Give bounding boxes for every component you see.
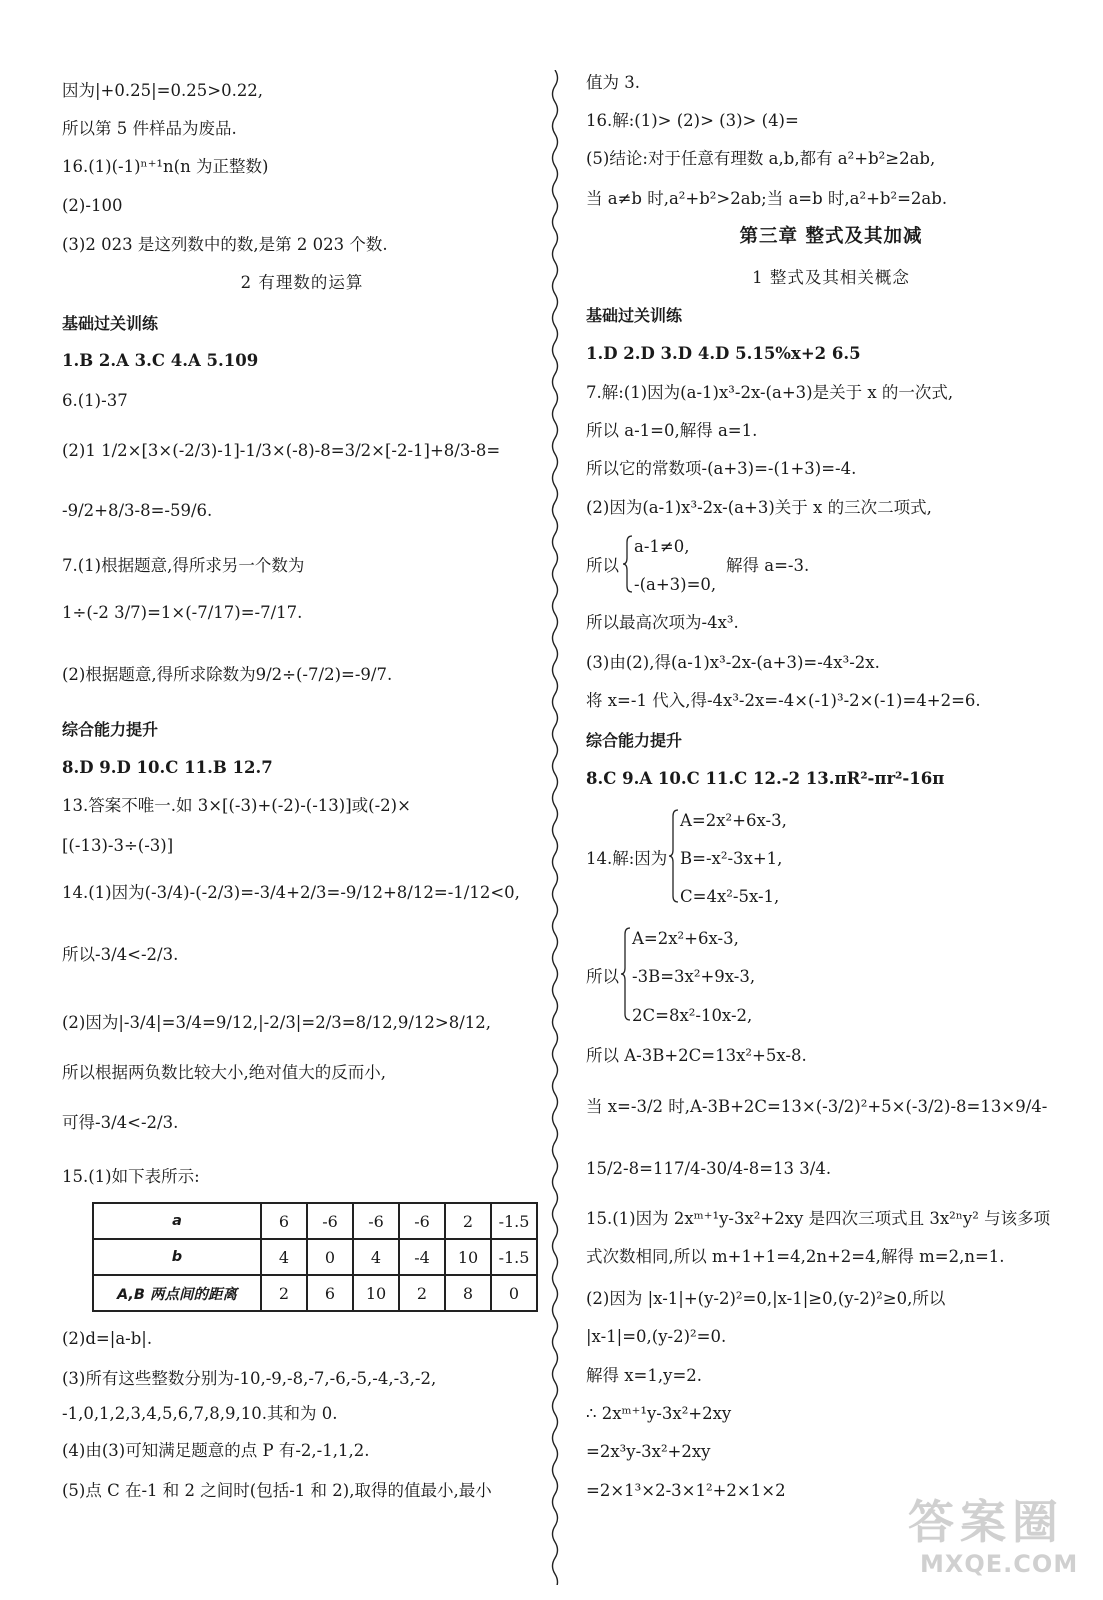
table-row	[93, 1239, 537, 1275]
section-title: 2 有理数的运算	[240, 273, 364, 292]
math-line: 14.(1)因为(-3/4)-(-2/3)=-3/4+2/3=-9/12+8/12=-1/12<0,	[62, 883, 520, 902]
table-row	[93, 1203, 537, 1239]
table-cell: 2	[399, 1275, 445, 1311]
comprehensive-heading: 综合能力提升	[62, 720, 159, 739]
text-line: 值为 3.	[586, 73, 640, 92]
brace-line: C=4x²-5x-1,	[680, 887, 780, 906]
text-line: -1,0,1,2,3,4,5,6,7,8,9,10.其和为 0.	[62, 1404, 338, 1423]
text-line: (2)d=|a-b|.	[62, 1329, 153, 1348]
table-cell: 6	[307, 1275, 353, 1311]
text-line: [(-13)-3÷(-3)]	[62, 836, 174, 855]
table-cell: 8	[445, 1275, 491, 1311]
text-line: (3)由(2),得(a-1)x³-2x-(a+3)=-4x³-2x.	[586, 653, 880, 672]
text-line: 所以它的常数项-(a+3)=-(1+3)=-4.	[586, 459, 857, 478]
math-line: (2)1 1/2×[3×(-2/3)-1]-1/3×(-8)-8=3/2×[-2-1]+8/3-8=	[62, 441, 501, 460]
text-line: (5)点 C 在-1 和 2 之间时(包括-1 和 2),取得的值最小,最小	[62, 1481, 492, 1500]
brace-line: -(a+3)=0,	[634, 575, 717, 594]
section-title: 1 整式及其相关概念	[752, 268, 910, 287]
answer-line: 8.D 9.D 10.C 11.B 12.7	[62, 758, 273, 777]
text-line: 7.解:(1)因为(a-1)x³-2x-(a+3)是关于 x 的一次式,	[586, 383, 954, 402]
text-line: (2)因为 |x-1|+(y-2)²=0,|x-1|≥0,(y-2)²≥0,所以	[586, 1289, 946, 1308]
math-line: 所以-3/4<-2/3.	[62, 945, 179, 964]
text-line: 16.(1)(-1)ⁿ⁺¹n(n 为正整数)	[62, 157, 269, 176]
text-line: 所以根据两负数比较大小,绝对值大的反而小,	[62, 1063, 386, 1082]
basic-training-heading: 基础过关训练	[586, 306, 683, 325]
answer-line: 8.C 9.A 10.C 11.C 12.-2 13.πR²-πr²-16π	[586, 769, 945, 788]
row-label: a	[93, 1203, 261, 1239]
watermark-url: MXQE.COM	[920, 1550, 1079, 1578]
table-cell: 10	[445, 1239, 491, 1275]
text-line: 所以 A-3B+2C=13x²+5x-8.	[586, 1046, 807, 1065]
text-line: 当 a≠b 时,a²+b²>2ab;当 a=b 时,a²+b²=2ab.	[586, 189, 948, 208]
table-cell: -6	[307, 1203, 353, 1239]
brace-line: B=-x²-3x+1,	[680, 849, 783, 868]
math-line: (2)因为|-3/4|=3/4=9/12,|-2/3|=2/3=8/12,9/12>8/12,	[62, 1013, 492, 1032]
brace-line: a-1≠0,	[634, 537, 690, 556]
table-cell: -6	[399, 1203, 445, 1239]
row-label: b	[93, 1239, 261, 1275]
watermark-logo	[908, 1484, 1088, 1594]
text-line: =2×1³×2-3×1²+2×1×2	[586, 1481, 786, 1500]
table-cell: 4	[261, 1239, 307, 1275]
left-brace	[622, 534, 634, 594]
text-line: 解得 x=1,y=2.	[586, 1366, 703, 1385]
text-line: 所以第 5 件样品为废品.	[62, 119, 237, 138]
text-line: 将 x=-1 代入,得-4x³-2x=-4×(-1)³-2×(-1)=4+2=6.	[586, 691, 981, 710]
distance-table	[92, 1202, 538, 1312]
brace-system-prefix: 所以	[586, 556, 619, 575]
basic-training-heading: 基础过关训练	[62, 314, 159, 333]
brace-line: 2C=8x²-10x-2,	[632, 1006, 753, 1025]
text-line: 所以 a-1=0,解得 a=1.	[586, 421, 758, 440]
answer-line: 1.D 2.D 3.D 4.D 5.15%x+2 6.5	[586, 344, 861, 363]
text-line: (4)由(3)可知满足题意的点 P 有-2,-1,1,2.	[62, 1441, 370, 1460]
text-line: (3)所有这些整数分别为-10,-9,-8,-7,-6,-5,-4,-3,-2,	[62, 1369, 437, 1388]
text-line: (3)2 023 是这列数中的数,是第 2 023 个数.	[62, 235, 388, 254]
text-line: (2)-100	[62, 196, 123, 215]
text-line: 所以最高次项为-4x³.	[586, 613, 739, 632]
table-cell: 4	[353, 1239, 399, 1275]
brace-line: A=2x²+6x-3,	[680, 811, 787, 830]
math-line: -9/2+8/3-8=-59/6.	[62, 501, 213, 520]
math-line: (2)根据题意,得所求除数为9/2÷(-7/2)=-9/7.	[62, 665, 393, 684]
text-line: 15.(1)如下表所示:	[62, 1167, 200, 1186]
comprehensive-heading: 综合能力提升	[586, 731, 683, 750]
table-cell: 0	[307, 1239, 353, 1275]
table-cell: 10	[353, 1275, 399, 1311]
text-line: 解得 a=-3.	[726, 556, 810, 575]
table-cell: 2	[261, 1275, 307, 1311]
table-cell: -6	[353, 1203, 399, 1239]
math-line: 当 x=-3/2 时,A-3B+2C=13×(-3/2)²+5×(-3/2)-8=13×9/4-	[586, 1097, 1048, 1116]
left-brace	[668, 808, 680, 904]
wavy-column-divider	[548, 70, 562, 1585]
watermark-text: 答案圈	[908, 1495, 1064, 1549]
math-line: 可得-3/4<-2/3.	[62, 1113, 179, 1132]
text-line: 15.(1)因为 2xᵐ⁺¹y-3x²+2xy 是四次三项式且 3x²ⁿy² 与该多项	[586, 1209, 1051, 1228]
text-line: (5)结论:对于任意有理数 a,b,都有 a²+b²≥2ab,	[586, 149, 936, 168]
table-row	[93, 1275, 537, 1311]
table-cell: 0	[491, 1275, 537, 1311]
table-cell: -4	[399, 1239, 445, 1275]
math-line: 1÷(-2 3/7)=1×(-7/17)=-7/17.	[62, 603, 303, 622]
table-cell: 6	[261, 1203, 307, 1239]
text-line: 16.解:(1)> (2)> (3)> (4)=	[586, 111, 799, 130]
text-line: 因为|+0.25|=0.25>0.22,	[62, 81, 264, 100]
table-cell: 2	[445, 1203, 491, 1239]
brace-system-prefix: 所以	[586, 967, 619, 986]
text-line: =2x³y-3x²+2xy	[586, 1442, 711, 1461]
text-line: (2)因为(a-1)x³-2x-(a+3)关于 x 的三次二项式,	[586, 498, 932, 517]
chapter-title: 第三章 整式及其加减	[739, 226, 923, 247]
row-label: A,B 两点间的距离	[93, 1275, 261, 1311]
table-cell: -1.5	[491, 1203, 537, 1239]
brace-line: A=2x²+6x-3,	[632, 929, 739, 948]
left-brace	[620, 926, 632, 1022]
brace-line: -3B=3x²+9x-3,	[632, 967, 756, 986]
text-line: 6.(1)-37	[62, 391, 128, 410]
math-line: 15/2-8=117/4-30/4-8=13 3/4.	[586, 1159, 832, 1178]
answer-line: 1.B 2.A 3.C 4.A 5.109	[62, 351, 259, 370]
text-line: |x-1|=0,(y-2)²=0.	[586, 1327, 727, 1346]
brace-system-prefix: 14.解:因为	[586, 849, 668, 868]
text-line: 7.(1)根据题意,得所求另一个数为	[62, 556, 305, 575]
table-cell: -1.5	[491, 1239, 537, 1275]
text-line: 式次数相同,所以 m+1+1=4,2n+2=4,解得 m=2,n=1.	[586, 1247, 1005, 1266]
text-line: 13.答案不唯一.如 3×[(-3)+(-2)-(-13)]或(-2)×	[62, 796, 411, 815]
text-line: ∴ 2xᵐ⁺¹y-3x²+2xy	[586, 1404, 732, 1423]
